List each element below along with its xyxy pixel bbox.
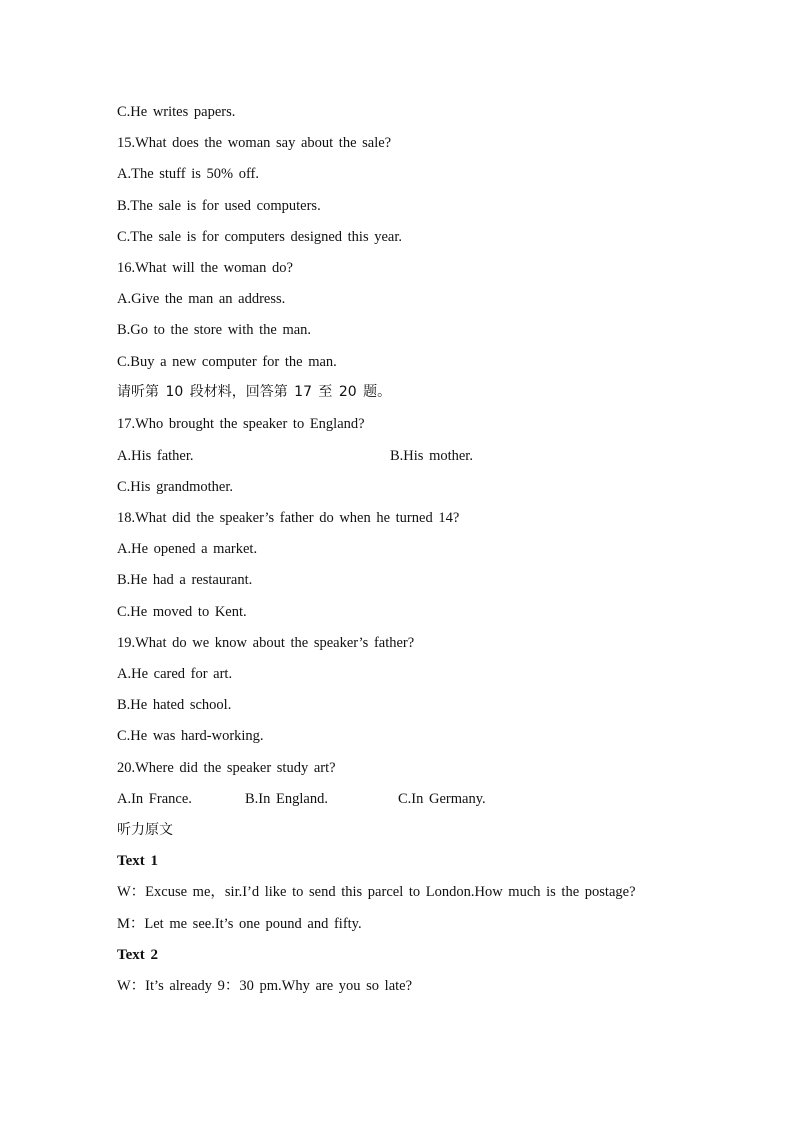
q16-question: 16.What will the woman do? bbox=[117, 260, 293, 276]
q15-option-a: A.The stuff is 50% off. bbox=[117, 166, 259, 182]
q18-option-a: A.He opened a market. bbox=[117, 541, 258, 557]
text-1-line-w: W：Excuse me，sir.I’d like to send this parcel to London.How much is the postage? bbox=[117, 884, 636, 900]
q17-option-c: C.His grandmother. bbox=[117, 479, 233, 495]
q19-option-b: B.He hated school. bbox=[117, 697, 232, 713]
q18-question: 18.What did the speaker’s father do when he turned 14? bbox=[117, 510, 460, 526]
q15-question: 15.What does the woman say about the sale? bbox=[117, 135, 392, 151]
q20-question: 20.Where did the speaker study art? bbox=[117, 760, 336, 776]
q20-option-b: B.In England. bbox=[245, 791, 328, 807]
q17-question: 17.Who brought the speaker to England? bbox=[117, 416, 365, 432]
q19-option-c: C.He was hard-working. bbox=[117, 728, 264, 744]
q20-option-a: A.In France. bbox=[117, 791, 192, 807]
text-2-heading: Text 2 bbox=[117, 947, 159, 963]
section-instruction: 请听第 10 段材料，回答第 17 至 20 题。 bbox=[117, 384, 392, 400]
q18-option-c: C.He moved to Kent. bbox=[117, 604, 247, 620]
q16-option-c: C.Buy a new computer for the man. bbox=[117, 354, 337, 370]
q15-option-c: C.The sale is for computers designed this year. bbox=[117, 229, 403, 245]
q20-option-c: C.In Germany. bbox=[398, 791, 486, 807]
q17-option-b: B.His mother. bbox=[390, 448, 473, 464]
q16-option-a: A.Give the man an address. bbox=[117, 291, 286, 307]
q19-option-a: A.He cared for art. bbox=[117, 666, 233, 682]
text-2-line-w: W：It’s already 9：30 pm.Why are you so late? bbox=[117, 978, 413, 994]
q14-option-c: C.He writes papers. bbox=[117, 104, 236, 120]
q17-option-a: A.His father. bbox=[117, 448, 194, 464]
transcript-heading: 听力原文 bbox=[117, 822, 173, 838]
q18-option-b: B.He had a restaurant. bbox=[117, 572, 253, 588]
q19-question: 19.What do we know about the speaker’s father? bbox=[117, 635, 415, 651]
q15-option-b: B.The sale is for used computers. bbox=[117, 198, 321, 214]
text-1-heading: Text 1 bbox=[117, 853, 159, 869]
q16-option-b: B.Go to the store with the man. bbox=[117, 322, 312, 338]
text-1-line-m: M：Let me see.It’s one pound and fifty. bbox=[117, 916, 362, 932]
